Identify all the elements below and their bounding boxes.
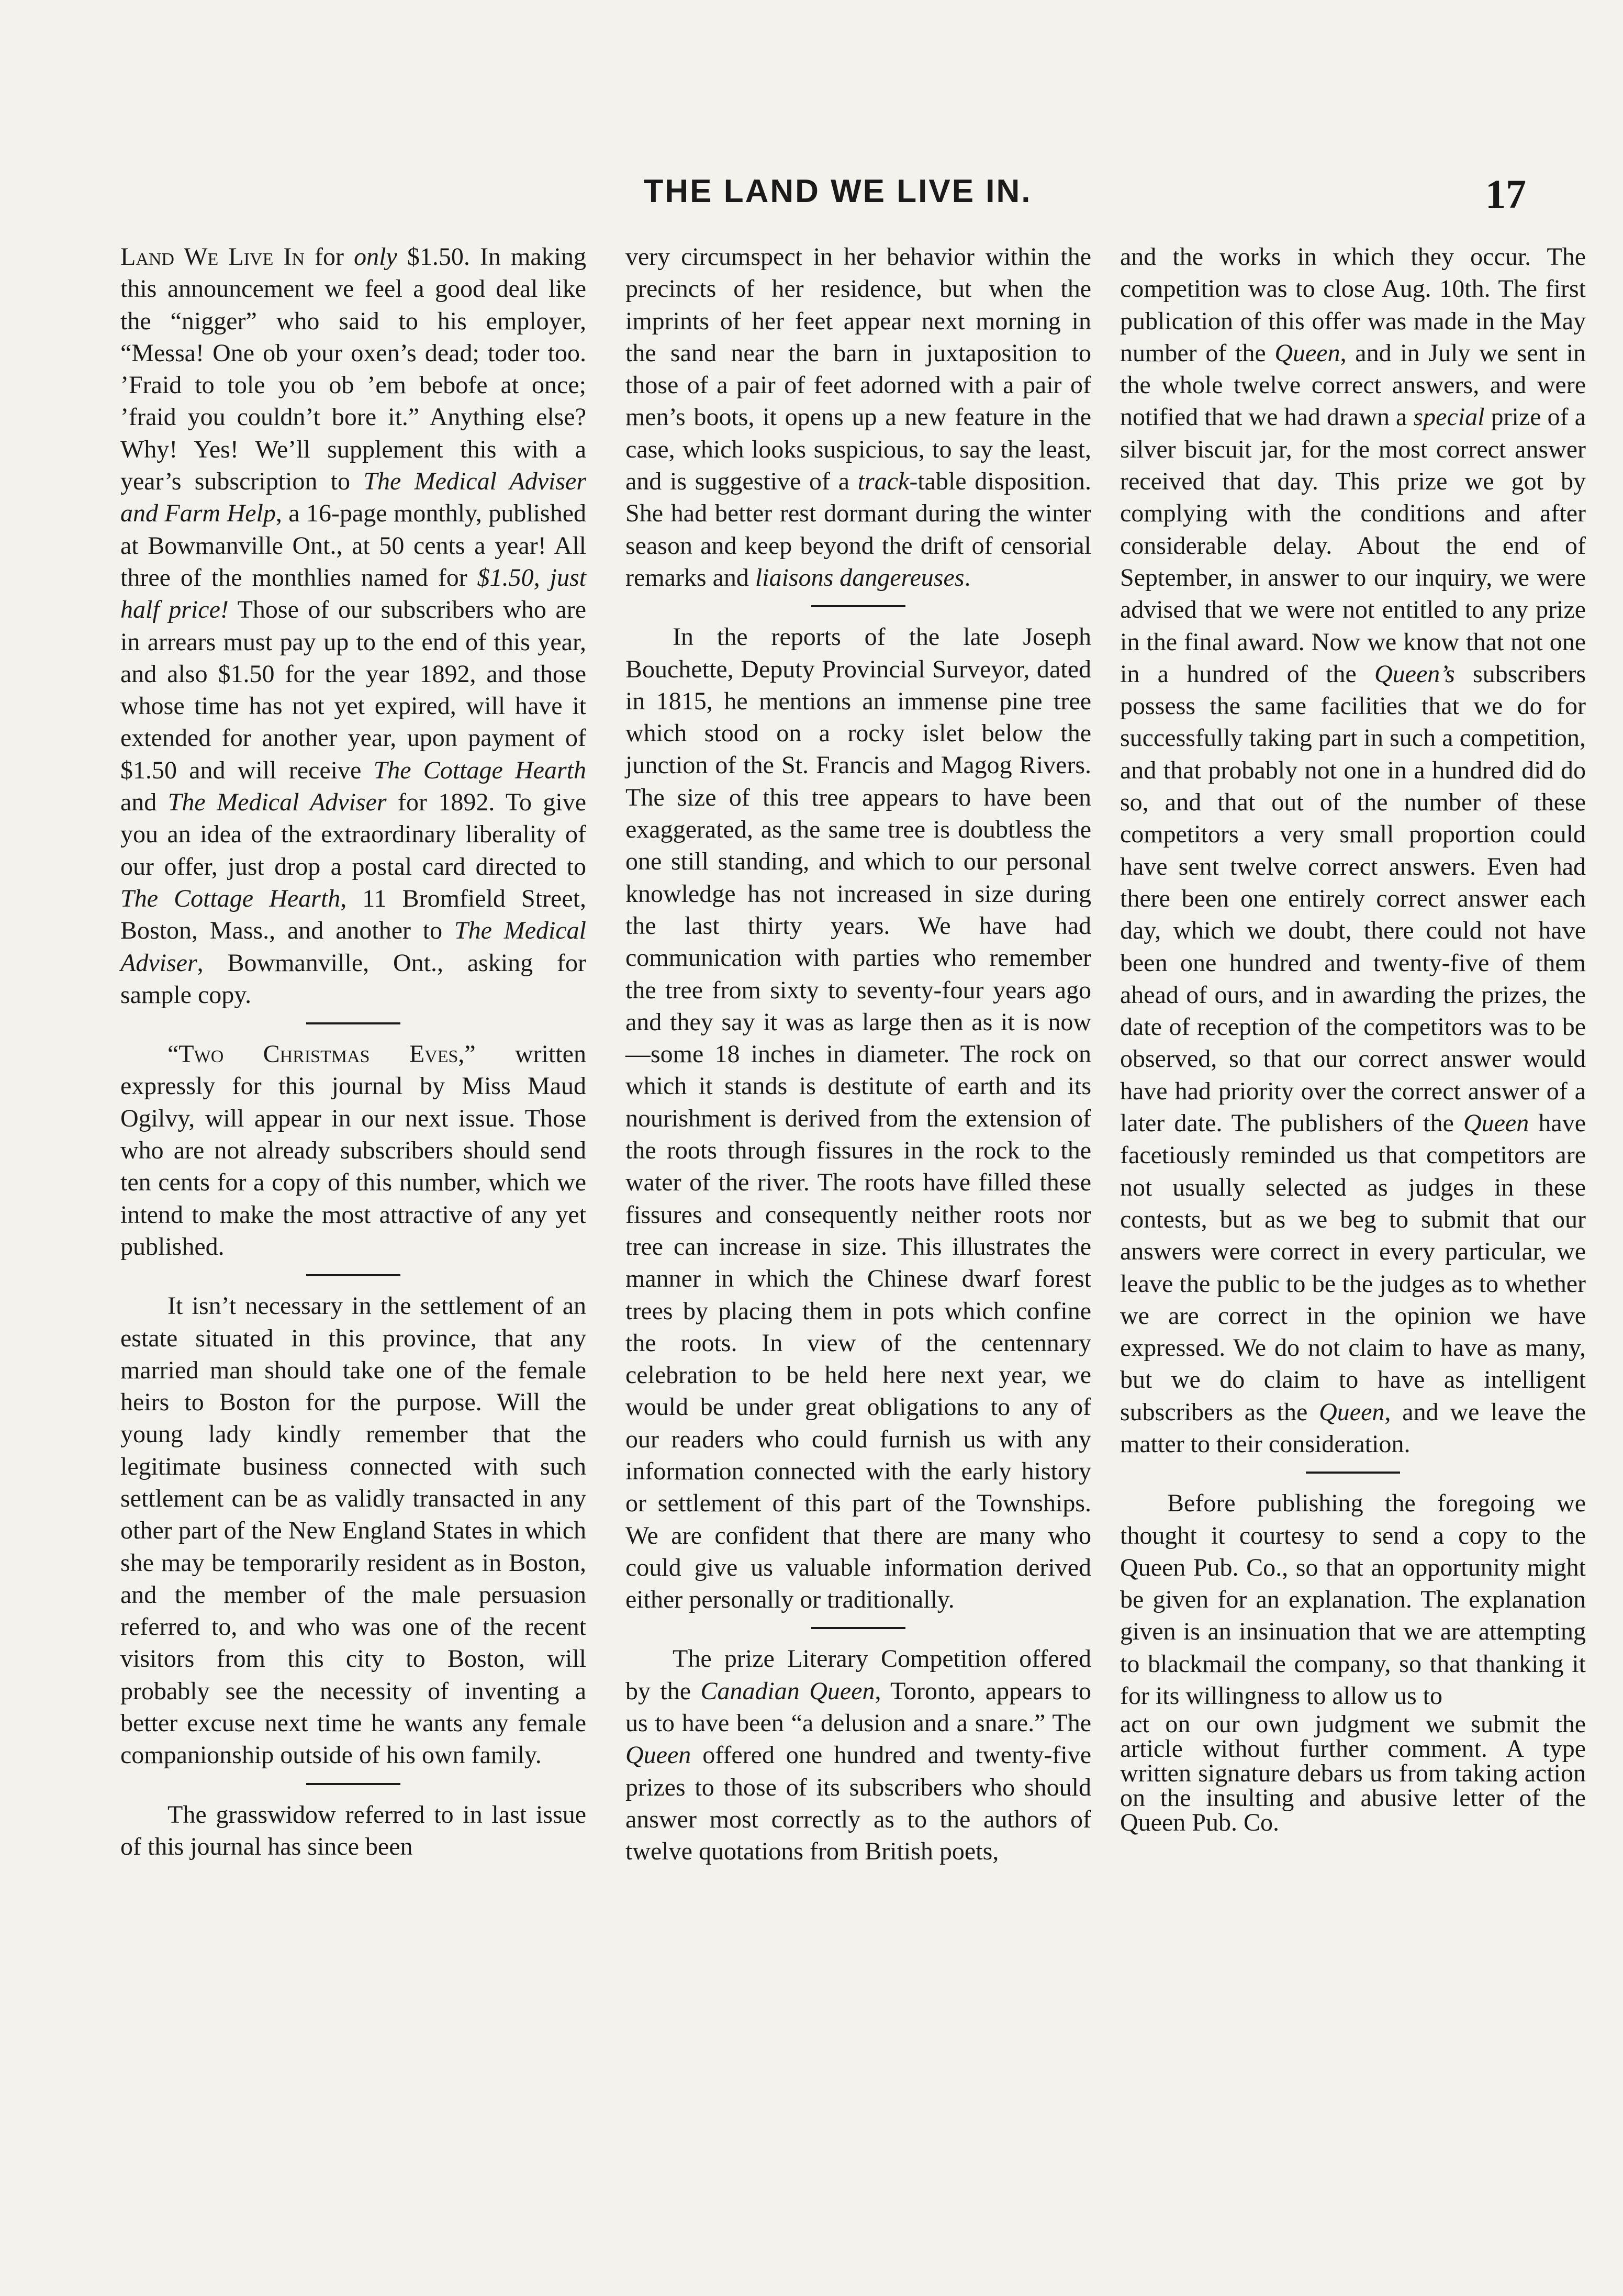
literary-competition-paragraph: The prize Literary Competition offered by the Canadian Queen, Toronto, appears to us to have been “a delusion and a snare.” The Queen offered one hundred and twenty-five prizes to those of its subscribers who should answer most correctly as to the authors of twelve quotations from British poets,	[625, 1645, 1091, 1866]
page-header	[120, 173, 1555, 230]
column-1	[120, 241, 586, 1863]
page-number: 17	[1485, 171, 1526, 217]
section-divider	[1306, 1472, 1400, 1474]
section-divider	[306, 1783, 400, 1785]
estate-settlement-paragraph: It isn’t necessary in the settlement of an estate situated in this province, that any married man should take one of the female heirs to Boston for the purpose. Will the young lady kindly remember that the legitimate business connected with such settlement can be as validly transacted in any other part of the New England States in which she may be temporarily resident as in Boston, and the member of the male persuasion referred to, and who was one of the recent visitors from this city to Boston, will probably see the necessity of inventing a better excuse next time he wants any female companionship outside of his own family.	[120, 1292, 586, 1769]
grasswidow-continued-paragraph: very circumspect in her behavior within the precincts of her residence, but when the imprints of her feet appear next morning in the sand near the barn in juxtaposition to those of a pair of feet adorned with a pair of men’s boots, it opens up a new feature in the case, which looks suspicious, to say the least, and is suggestive of a track-table disposition. She had better rest dormant during the winter season and keep beyond the drift of censorial remarks and liaisons dangereuses.	[625, 243, 1092, 592]
section-divider	[811, 605, 905, 607]
section-divider	[306, 1274, 400, 1276]
closing-paragraph: act on our own judgment we submit the article without further comment. A type written signature debars us from taking action on the insulting and abusive letter of the Queen Pub. Co.	[1120, 1710, 1586, 1837]
section-divider	[811, 1627, 905, 1629]
christmas-eves-paragraph: “Two Christmas Eves,” written expressly for this journal by Miss Maud Ogilvy, will appear in our next issue. Those who are not already subscribers should send ten cents for a copy of this number, which we intend to make the most attractive of any yet published.	[120, 1040, 586, 1261]
running-title: THE LAND WE LIVE IN.	[643, 173, 1032, 209]
subscription-offer-paragraph: Land We Live In for only $1.50. In making this announcement we feel a good deal like the “nigger” who said to his employer, “Messa! One ob your oxen’s dead; toder too. ’Fraid to tole you ob ’em bebofe at once; ’fraid you couldn’t bore it.” Anything else? Why! Yes! We’ll supplement this with a year’s subscription to The Medical Adviser and Farm Help, a 16-page monthly, published at Bowmanville Ont., at 50 cents a year! All three of the monthlies named for $1.50, just half price! Those of our subscribers who are in arrears must pay up to the end of this year, and also $1.50 for the year 1892, and those whose time has not yet expired, will have it extended for another year, upon payment of $1.50 and will receive The Cottage Hearth and The Medical Adviser for 1892. To give you an idea of the extraordinary liberality of our offer, just drop a postal card directed to The Cottage Hearth, 11 Bromfield Street, Boston, Mass., and another to The Medical Adviser, Bowmanville, Ont., asking for sample copy.	[120, 243, 587, 1009]
pine-tree-paragraph: In the reports of the late Joseph Bouchette, Deputy Provincial Surveyor, dated in 1815, he mentions an immense pine tree which stood on a rocky islet below the junction of the St. Francis and Magog Rivers. The size of this tree appears to have been exaggerated, as the same tree is doubtless the one still standing, and which to our personal knowledge has not increased in size during the last thirty years. We have had communication with parties who remember the tree from sixty to seventy-four years ago and they say it was as large then as it is now—some 18 inches in diameter. The rock on which it stands is destitute of earth and its nourishment is derived from the extension of the roots through fissures in the rock to the water of the river. The roots have filled these fissures and consequently neither roots nor tree can increase in size. This illustrates the manner in which the Chinese dwarf forest trees by placing them in pots which confine the roots. In view of the centennary celebration to be held here next year, we would be under great obligations to any of our readers who could furnish us with any information connected with the early history or settlement of this part of the Townships. We are confident that there are many who could give us valuable information derived either personally or traditionally.	[625, 623, 1091, 1614]
before-publishing-paragraph: Before publishing the foregoing we thought it courtesy to send a copy to the Queen Pub. Co., so that an opportunity might be given for an explanation. The explanation given is an insinuation that we are attempting to blackmail the company, so that thanking it for its willingness to allow us to	[1120, 1489, 1586, 1710]
column-2	[625, 241, 1091, 1868]
competition-continued-paragraph: and the works in which they occur. The competition was to close Aug. 10th. The first publication of this offer was made in the May number of the Queen, and in July we sent in the whole twelve correct answers, and were notified that we had drawn a special prize of a silver biscuit jar, for the most correct answer received that day. This prize we got by complying with the conditions and after considerable delay. About the end of September, in answer to our inquiry, we were advised that we were not entitled to any prize in the final award. Now we know that not one in a hundred of the Queen’s subscribers possess the same facilities that we do for successfully taking part in such a competition, and that probably not one in a hundred did do so, and that out of the number of these competitors a very small proportion could have sent twelve correct answers. Even had there been one entirely correct answer each day, which we doubt, there could not have been one hundred and twenty-five of them ahead of ours, and in awarding the prizes, the date of reception of the competitors was to be observed, so that our correct answer would have had priority over the correct answer of a later date. The publishers of the Queen have facetiously reminded us that competitors are not usually selected as judges in these contests, but as we beg to submit that our answers were correct in every particular, we leave the public to be the judges as to whether we are correct in the opinion we have expressed. We do not claim to have as many, but we do claim to have as intelligent subscribers as the Queen, and we leave the matter to their consideration.	[1120, 243, 1586, 1458]
column-3	[1120, 241, 1586, 1835]
grasswidow-paragraph: The grasswidow referred to in last issue of this journal has since been	[120, 1800, 586, 1860]
section-divider	[306, 1022, 400, 1024]
